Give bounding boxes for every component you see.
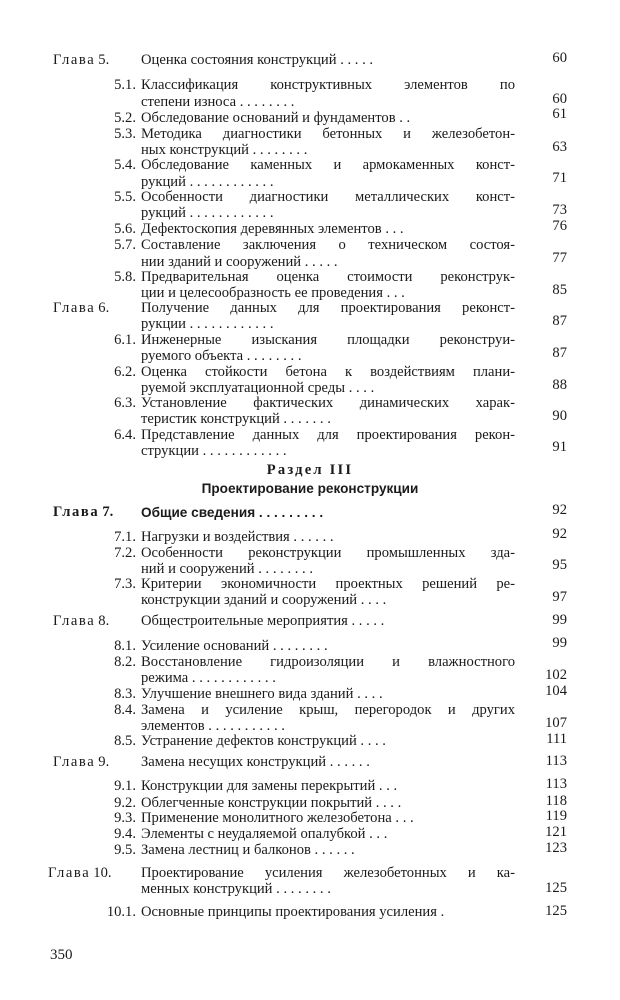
entry-5-6-page: 76 — [552, 218, 567, 234]
entry-8-2-page: 102 — [545, 667, 567, 683]
entry-5-7-line-1: Составление заключения о техническом состоя- — [141, 237, 515, 253]
entry-10-1-number: 10.1. — [106, 904, 136, 920]
entry-8-4-line-1: Замена и усиление крыш, перегородок и других — [141, 702, 515, 718]
entry-10-1-page: 125 — [545, 903, 567, 919]
entry-5-8-page: 85 — [552, 282, 567, 298]
entry-8-2-line-2: режима . . . . . . . . . . . . — [141, 670, 276, 686]
chapter-number: 6. — [98, 300, 110, 316]
entry-8-3-line-1: Улучшение внешнего вида зданий . . . . — [141, 686, 383, 702]
entry-8-3-number: 8.3. — [114, 686, 136, 702]
chapter-7-title: Общие сведения . . . . . . . . . — [141, 505, 324, 520]
entry-8-4-number: 8.4. — [114, 702, 136, 718]
entry-5-7-page: 77 — [552, 250, 567, 266]
entry-5-1-page: 60 — [552, 91, 567, 107]
entry-5-5-number: 5.5. — [114, 189, 136, 205]
entry-9-4-page: 121 — [545, 824, 567, 840]
entry-5-5-line-2: рукций . . . . . . . . . . . . — [141, 205, 274, 221]
entry-8-1-number: 8.1. — [114, 638, 136, 654]
entry-5-5-line-1: Особенности диагностики металлических конст- — [141, 189, 515, 205]
entry-8-2-line-1: Восстановление гидроизоляции и влажностного — [141, 654, 515, 670]
entry-5-5-page: 73 — [552, 202, 567, 218]
entry-7-2-number: 7.2. — [114, 545, 136, 561]
chapter-10-title-line-2: менных конструкций . . . . . . . . — [141, 881, 331, 897]
chapter-label: Глава — [53, 504, 100, 520]
entry-7-3-line-2: конструкции зданий и сооружений . . . . — [141, 592, 387, 608]
entry-5-8-line-1: Предварительная оценка стоимости реконструк- — [141, 269, 515, 285]
entry-5-4-number: 5.4. — [114, 157, 136, 173]
entry-6-2-page: 88 — [552, 377, 567, 393]
chapter-6-title-line-1: Получение данных для проектирования реконст- — [141, 300, 515, 316]
entry-8-1-page: 99 — [552, 635, 567, 651]
entry-6-4-line-1: Представление данных для проектирования рекон- — [141, 427, 515, 443]
entry-9-2-page: 118 — [545, 793, 567, 809]
entry-6-1-line-1: Инженерные изыскания площадки реконструи- — [141, 332, 515, 348]
entry-6-3-line-1: Установление фактических динамических харак- — [141, 395, 515, 411]
entry-6-2-number: 6.2. — [114, 364, 136, 380]
entry-9-2-number: 9.2. — [114, 795, 136, 811]
entry-9-1-number: 9.1. — [114, 778, 136, 794]
chapter-label: Глава — [53, 52, 96, 68]
chapter-number: 9. — [98, 754, 110, 770]
chapter-7-heading — [53, 504, 113, 521]
entry-5-2-page: 61 — [552, 106, 567, 122]
chapter-number: 5. — [98, 52, 110, 68]
entry-7-3-line-1: Критерии экономичности проектных решений ре- — [141, 576, 515, 592]
entry-8-5-page: 111 — [546, 731, 567, 747]
entry-5-8-line-2: ции и целесообразность ее проведения . . . — [141, 285, 405, 301]
entry-6-2-line-2: руемой эксплуатационной среды . . . . — [141, 380, 375, 396]
entry-8-4-line-2: элементов . . . . . . . . . . . — [141, 718, 285, 734]
chapter-label: Глава — [53, 754, 96, 770]
entry-5-8-number: 5.8. — [114, 269, 136, 285]
entry-6-2-line-1: Оценка стойкости бетона к воздействиям плани- — [141, 364, 515, 380]
page-number: 350 — [50, 947, 73, 963]
entry-9-4-line-1: Элементы с неудаляемой опалубкой . . . — [141, 826, 388, 842]
entry-5-7-number: 5.7. — [114, 237, 136, 253]
entry-6-1-line-2: руемого объекта . . . . . . . . — [141, 348, 302, 364]
chapter-9-page: 113 — [545, 753, 567, 769]
entry-9-5-line-1: Замена лестниц и балконов . . . . . . — [141, 842, 355, 858]
chapter-8-title: Общестроительные мероприятия . . . . . — [141, 613, 385, 629]
entry-9-3-page: 119 — [545, 808, 567, 824]
chapter-number: 10. — [93, 865, 112, 881]
entry-5-1-line-2: степени износа . . . . . . . . — [141, 94, 295, 110]
entry-5-2-line-1: Обследование оснований и фундаментов . . — [141, 110, 411, 126]
chapter-7-page: 92 — [552, 502, 567, 518]
chapter-6-page: 87 — [552, 313, 567, 329]
entry-5-4-line-1: Обследование каменных и армокаменных конст- — [141, 157, 515, 173]
entry-8-4-page: 107 — [545, 715, 567, 731]
entry-6-1-number: 6.1. — [114, 332, 136, 348]
chapter-6-title-line-2: рукции . . . . . . . . . . . . — [141, 316, 274, 332]
entry-9-1-page: 113 — [545, 776, 567, 792]
chapter-5-title: Оценка состояния конструкций . . . . . — [141, 52, 374, 68]
chapter-number: 8. — [98, 613, 110, 629]
entry-7-2-line-2: ний и сооружений . . . . . . . . — [141, 561, 313, 577]
entry-9-2-line-1: Облегченные конструкции покрытий . . . . — [141, 795, 402, 811]
entry-5-3-line-1: Методика диагностики бетонных и железобетон- — [141, 126, 515, 142]
entry-5-2-number: 5.2. — [114, 110, 136, 126]
entry-5-7-line-2: нии зданий и сооружений . . . . . — [141, 254, 338, 270]
entry-9-4-number: 9.4. — [114, 826, 136, 842]
entry-7-1-number: 7.1. — [114, 529, 136, 545]
entry-8-5-number: 8.5. — [114, 733, 136, 749]
chapter-label: Глава — [53, 613, 96, 629]
section-title: Проектирование реконструкции — [201, 481, 419, 496]
chapter-6-heading — [53, 300, 109, 317]
entry-5-3-page: 63 — [552, 139, 567, 155]
chapter-label: Глава — [48, 865, 91, 881]
entry-6-4-page: 91 — [552, 439, 567, 455]
chapter-9-heading — [53, 754, 109, 771]
entry-6-3-number: 6.3. — [114, 395, 136, 411]
entry-8-3-page: 104 — [545, 683, 567, 699]
entry-5-1-line-1: Классификация конструктивных элементов по — [141, 77, 515, 93]
entry-7-1-line-1: Нагрузки и воздействия . . . . . . — [141, 529, 334, 545]
chapter-10-title-line-1: Проектирование усиления железобетонных и ка- — [141, 865, 515, 881]
entry-9-3-number: 9.3. — [114, 810, 136, 826]
entry-5-6-line-1: Дефектоскопия деревянных элементов . . . — [141, 221, 404, 237]
entry-6-1-page: 87 — [552, 345, 567, 361]
chapter-label: Глава — [53, 300, 96, 316]
entry-5-1-number: 5.1. — [114, 77, 136, 93]
entry-5-3-line-2: ных конструкций . . . . . . . . — [141, 142, 308, 158]
entry-6-3-page: 90 — [552, 408, 567, 424]
entry-9-1-line-1: Конструкции для замены перекрытий . . . — [141, 778, 398, 794]
entry-9-5-page: 123 — [545, 840, 567, 856]
entry-8-5-line-1: Устранение дефектов конструкций . . . . — [141, 733, 386, 749]
chapter-5-page: 60 — [552, 50, 567, 66]
chapter-8-page: 99 — [552, 612, 567, 628]
entry-10-1-line-1: Основные принципы проектирования усиления . — [141, 904, 445, 920]
entry-6-4-number: 6.4. — [114, 427, 136, 443]
chapter-10-heading — [48, 865, 112, 882]
entry-8-2-number: 8.2. — [114, 654, 136, 670]
section-label: Раздел III — [266, 462, 354, 478]
chapter-9-title: Замена несущих конструкций . . . . . . — [141, 754, 370, 770]
entry-7-3-page: 97 — [552, 589, 567, 605]
entry-5-4-line-2: рукций . . . . . . . . . . . . — [141, 174, 274, 190]
chapter-5-heading — [53, 52, 109, 69]
entry-9-3-line-1: Применение монолитного железобетона . . . — [141, 810, 414, 826]
entry-5-6-number: 5.6. — [114, 221, 136, 237]
entry-5-3-number: 5.3. — [114, 126, 136, 142]
entry-7-3-number: 7.3. — [114, 576, 136, 592]
chapter-number: 7. — [102, 504, 114, 520]
entry-6-3-line-2: теристик конструкций . . . . . . . — [141, 411, 331, 427]
entry-8-1-line-1: Усиление оснований . . . . . . . . — [141, 638, 328, 654]
entry-7-2-page: 95 — [552, 557, 567, 573]
chapter-8-heading — [53, 613, 109, 630]
chapter-10-page: 125 — [545, 880, 567, 896]
entry-7-1-page: 92 — [552, 526, 567, 542]
entry-5-4-page: 71 — [552, 170, 567, 186]
entry-6-4-line-2: струкции . . . . . . . . . . . . — [141, 443, 287, 459]
entry-7-2-line-1: Особенности реконструкции промышленных зда- — [141, 545, 515, 561]
entry-9-5-number: 9.5. — [114, 842, 136, 858]
